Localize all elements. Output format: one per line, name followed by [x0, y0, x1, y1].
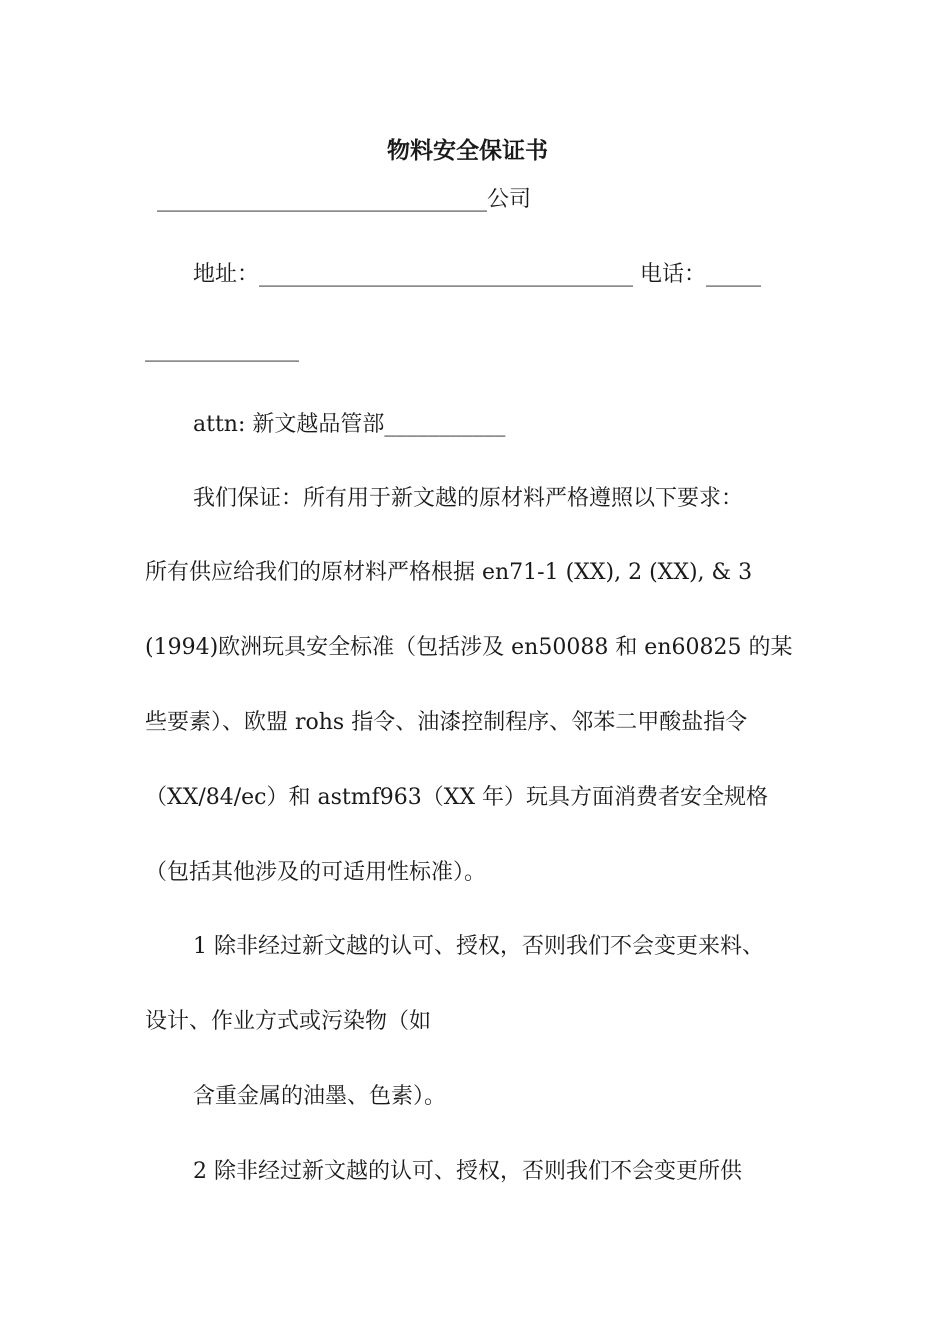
standards-line-5: （包括其他涉及的可适用性标准）。 — [145, 860, 487, 885]
phone-continuation-line: ______________ — [145, 337, 299, 362]
attn-line: attn: 新文越品管部___________ — [193, 412, 506, 437]
document-title: 物料安全保证书 — [387, 137, 548, 164]
clause-2-line-1: 2 除非经过新文越的认可、授权，否则我们不会变更所供 — [193, 1159, 742, 1184]
clause-1-line-2: 设计、作业方式或污染物（如 — [145, 1009, 432, 1034]
standards-line-2: (1994)欧洲玩具安全标准（包括涉及 en50088 和 en60825 的某 — [145, 635, 793, 660]
address-phone-line: 地址：__________________________________ 电话：_____ — [193, 262, 761, 287]
standards-line-1: 所有供应给我们的原材料严格根据 en71-1 (XX), 2 (XX), & 3 — [145, 560, 753, 585]
clause-1-line-3: 含重金属的油墨、色素）。 — [193, 1084, 447, 1109]
company-line: ______________________________公司 — [157, 187, 532, 212]
standards-line-3: 些要素）、欧盟 rohs 指令、油漆控制程序、邻苯二甲酸盐指令 — [145, 710, 748, 735]
clause-1-line-1: 1 除非经过新文越的认可、授权，否则我们不会变更来料、 — [193, 934, 764, 959]
standards-line-4: （XX/84/ec）和 astmf963（XX 年）玩具方面消费者安全规格 — [145, 785, 769, 810]
guarantee-intro: 我们保证：所有用于新文越的原材料严格遵照以下要求： — [193, 486, 744, 511]
